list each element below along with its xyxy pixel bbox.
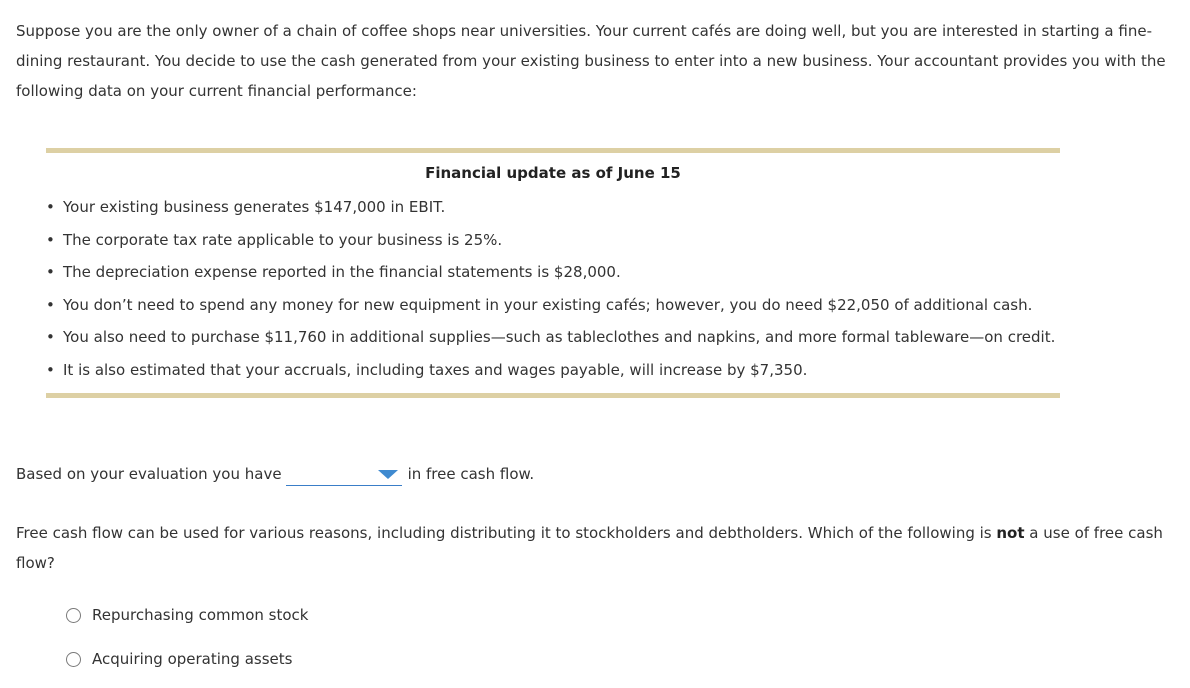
bullet-icon: • <box>46 263 55 281</box>
financial-update-list <box>46 194 1060 389</box>
list-item <box>46 259 1060 292</box>
list-item <box>46 292 1060 325</box>
list-item-text: It is also estimated that your accruals, including taxes and wages payable, will increase by $7,350. <box>63 360 808 379</box>
list-item-text: The depreciation expense reported in the financial statements is $28,000. <box>63 263 621 281</box>
radio-button[interactable] <box>66 652 81 667</box>
financial-update-title: Financial update as of June 15 <box>425 164 681 182</box>
fcf-sentence <box>16 462 534 486</box>
list-item <box>46 324 1060 357</box>
bullet-icon: • <box>46 198 55 216</box>
option-repurchasing-common-stock[interactable] <box>66 600 308 630</box>
intro-paragraph: Suppose you are the only owner of a chain of coffee shops near universities. Your current cafés are doing well, but you are interested in starting a fine-dining restaurant. You decide to use the cash generated from your existing business to enter into a new business. Your accountant provides you with the following data on your current financial performance: <box>16 22 1166 100</box>
top-divider <box>46 148 1060 153</box>
radio-button[interactable] <box>66 608 81 623</box>
list-item-text: The corporate tax rate applicable to your business is 25%. <box>63 230 503 249</box>
fcf-suffix: in free cash flow. <box>407 465 535 483</box>
bullet-icon: • <box>46 230 55 249</box>
answer-options <box>66 600 308 688</box>
question-text-before: Free cash flow can be used for various reasons, including distributing it to stockholders and debtholders. Which of the following is <box>16 524 997 542</box>
list-item-text: You also need to purchase $11,760 in additional supplies—such as tableclothes and napkins, and more formal tableware—on credit. <box>63 328 1056 346</box>
bottom-divider <box>46 393 1060 398</box>
list-item <box>46 357 1060 390</box>
list-item <box>46 194 1060 227</box>
option-label: Acquiring operating assets <box>92 650 293 668</box>
option-label: Repurchasing common stock <box>92 606 309 624</box>
fcf-amount-dropdown[interactable] <box>286 463 402 486</box>
bullet-icon: • <box>46 360 55 379</box>
chevron-down-icon <box>378 470 398 479</box>
financial-update-box <box>46 148 1060 398</box>
bullet-icon: • <box>46 328 55 346</box>
list-item <box>46 227 1060 260</box>
question-text <box>16 518 1166 578</box>
list-item-text: You don’t need to spend any money for new equipment in your existing cafés; however, you do need $22,050 of additional cash. <box>63 295 1033 314</box>
fcf-prefix: Based on your evaluation you have <box>16 465 282 483</box>
question-text-after: a use of free cash flow? <box>16 524 1163 572</box>
option-acquiring-operating-assets[interactable] <box>66 644 308 674</box>
bullet-icon: • <box>46 295 55 314</box>
question-emphasis: not <box>996 524 1025 542</box>
list-item-text: Your existing business generates $147,000 in EBIT. <box>63 198 446 216</box>
